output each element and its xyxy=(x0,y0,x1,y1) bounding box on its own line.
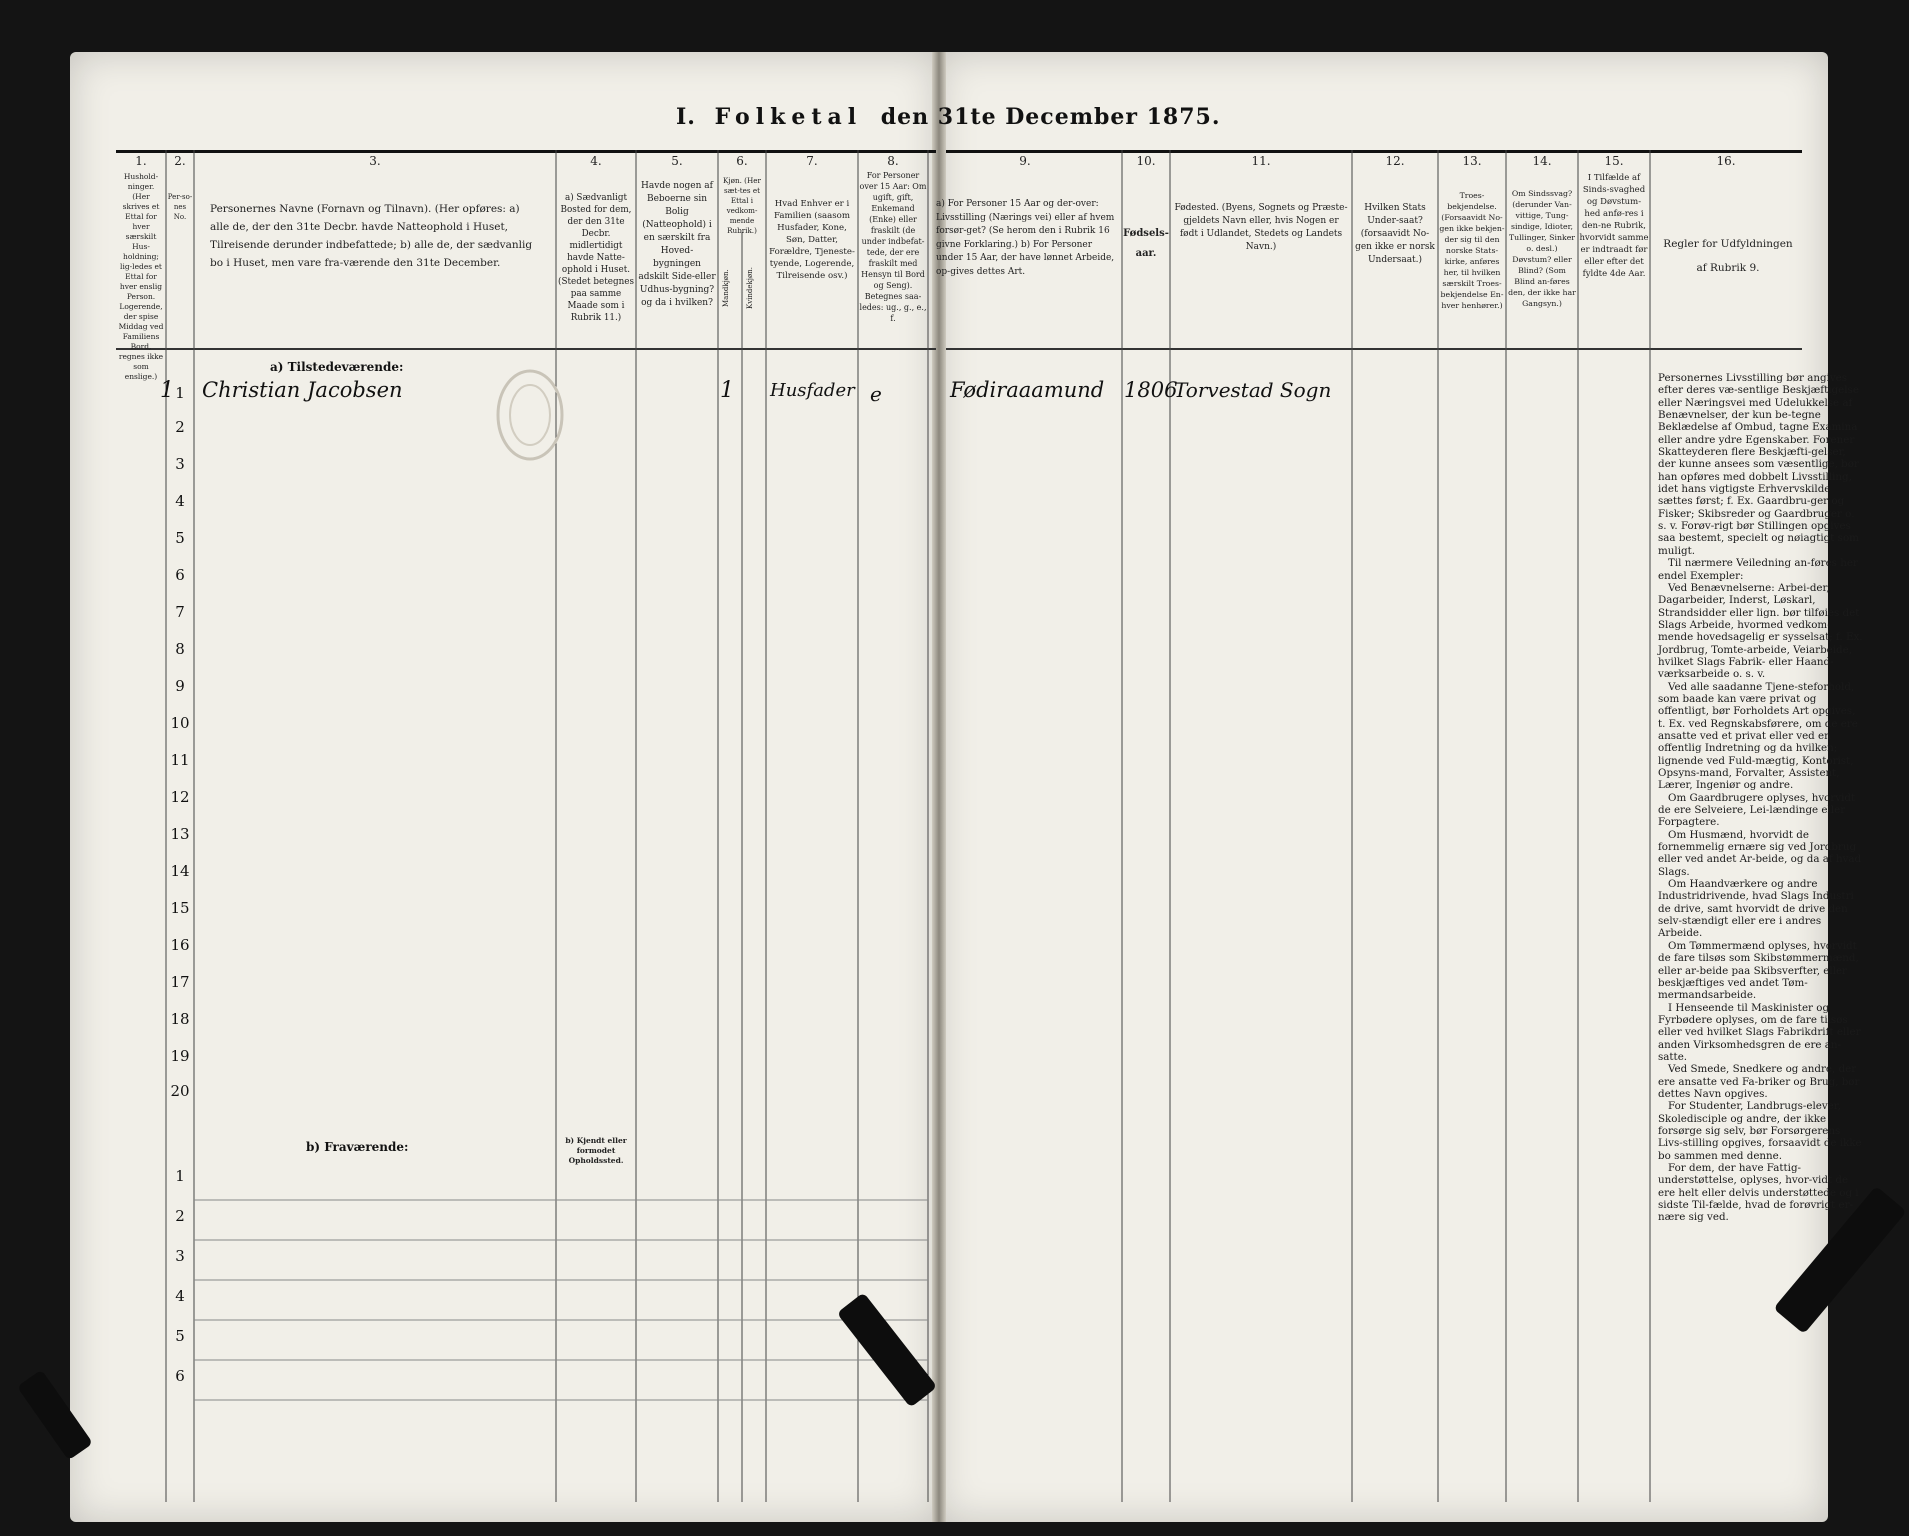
absent-row-number: 6 xyxy=(175,1367,185,1385)
col-num-15: 15. xyxy=(1604,154,1624,168)
col-header-1: Hushold-ninger. (Her skrives et Ettal for hver særskilt Hus-holdning; lig-ledes et Ettal for hver enslig Person. Logerende, der spise Middag ved Familiens Bord, regnes ikke som enslige.) xyxy=(118,172,164,381)
rules-paragraph: Om Husmænd, hvorvidt de fornemmelig ernære sig ved Jordbrug eller ved andet Ar-beide, og da af hvad Slags. xyxy=(1658,828,1862,878)
present-row-number: 12 xyxy=(170,788,190,806)
col-header-9: a) For Personer 15 Aar og der-over: Livsstilling (Nærings vei) eller af hvem forsør-get? (Se herom den i Rubrik 16 givne Forklaring.) b) For Personer under 15 Aar, der have lønnet Arbeide, op-gives dettes Art. xyxy=(936,199,1115,277)
entry-marital: e xyxy=(870,382,882,406)
col-num-11: 11. xyxy=(1251,154,1271,168)
title-roman: I. xyxy=(676,104,696,130)
col-num-5: 5. xyxy=(671,154,683,168)
col-header-11: Fødested. (Byens, Sognets og Præste-gjeldets Navn eller, hvis Nogen er født i Udlandet, Stedets og Landets Navn.) xyxy=(1174,203,1348,252)
section-absent: b) Fraværende: xyxy=(306,1140,409,1154)
present-row-number: 8 xyxy=(175,640,185,658)
entry-name: Christian Jacobsen xyxy=(202,378,403,402)
col-header-3: Personernes Navne (Fornavn og Tilnavn). (Her opføres: a) alle de, der den 31te Decbr. havde Natteophold i Huset, Tilreisende derunder indbefattede; b) alle de, der sædvanlig bo i Huset, men vare fra-værende den 31te December. xyxy=(210,203,533,269)
col-header-4: a) Sædvanligt Bosted for dem, der den 31te Decbr. midlertidigt havde Natte-ophold i Huset. (Stedet betegnes paa samme Maade som i Rubrik 11.) xyxy=(558,193,634,323)
entry-sex-male: 1 xyxy=(720,378,734,403)
absent-row-number: 3 xyxy=(175,1247,185,1265)
present-row-number: 7 xyxy=(175,603,185,621)
rules-paragraph: For Studenter, Landbrugs-elever, Skoledisciple og andre, der ikke forsørge sig selv, bør Forsørgerens Livs-stilling opgives, forsaavidt de ikke bo sammen med denne. xyxy=(1658,1100,1862,1162)
rules-paragraph: Ved Benævnelserne: Arbei-der, Dagarbeider, Inderst, Løskarl, Strandsidder eller lign. bør tilføies det Slags Arbeide, hvormed vedkom-mende hovedsagelig er sysselsat; f. Ex. Jordbrug, Tomte-arbeide, Veiarbeide, hvilket Slags Fabrik- eller Haand-værksarbeide o. s. v. xyxy=(1658,581,1863,681)
rules-paragraph: Ved alle saadanne Tjene-steforhold, som baade kan være privat og offentligt, bør Forholdets Art opgives, t. Ex. ved Regnskabsførere, om de ere ansatte ved et privat eller ved en offentlig Indretning og da hvilken; lignende ved Fuld-mægtig, Kontorist, Opsyns-mand, Forvalter, Assistent, Lærer, Ingeniør og andre. xyxy=(1658,680,1858,792)
col-header-15: I Tilfælde af Sinds-svaghed og Døvstum-hed anfø-res i den-ne Rubrik, hvorvidt samme er indtraadt før eller efter det fyldte 4de Aar. xyxy=(1579,173,1649,279)
present-row-number: 14 xyxy=(170,862,190,880)
entry-occupation: Fødiraaamund xyxy=(950,378,1105,402)
faded-seal-stamp xyxy=(490,360,570,470)
col6-sub-male: Mandkjøn. xyxy=(722,269,730,307)
present-row-number: 13 xyxy=(170,825,190,843)
col-num-13: 13. xyxy=(1462,154,1482,168)
present-row-number: 9 xyxy=(175,677,185,695)
present-row-number: 18 xyxy=(170,1010,190,1028)
col-num-8: 8. xyxy=(887,154,899,168)
col-header-16: Regler for Udfyldningen af Rubrik 9. xyxy=(1663,238,1793,274)
present-row-number: 15 xyxy=(170,899,190,917)
col-num-10: 10. xyxy=(1136,154,1156,168)
entry-birthplace: Torvestad Sogn xyxy=(1174,378,1332,402)
col-num-7: 7. xyxy=(806,154,818,168)
absent-row-number: 2 xyxy=(175,1207,185,1225)
present-row-number: 11 xyxy=(170,751,190,769)
col-header-6: Kjøn. (Her sæt-tes et Ettal i vedkom-mende Rubrik.) xyxy=(723,176,761,235)
absent-row-number: 5 xyxy=(175,1327,185,1345)
col-num-14: 14. xyxy=(1532,154,1552,168)
present-row-number: 5 xyxy=(175,529,185,547)
rules-paragraph: Om Haandværkere og andre Industridrivende, hvad Slags Industri de drive, samt hvorvidt de drive den selv-stændigt eller ere i andres Arbeide. xyxy=(1658,878,1854,940)
rules-paragraph: Om Tømmermænd oplyses, hvorvidt de fare tilsøs som Skibstømmermænd, eller ar-beide paa Skibsverfter, eller beskjæftiges ved andet Tøm-mermandsarbeide. xyxy=(1658,939,1859,1002)
col-num-4: 4. xyxy=(590,154,602,168)
section-absent-col4: b) Kjendt eller formodet Opholdssted. xyxy=(565,1136,627,1165)
present-row-number: 20 xyxy=(170,1082,190,1100)
col-num-6: 6. xyxy=(736,154,748,168)
col-header-10: Fødsels-aar. xyxy=(1123,228,1169,259)
col-header-14: Om Sindssvag? (derunder Van-vittige, Tung-sindige, Idioter, Tullinger, Sinker o. desl.) Døvstum? eller Blind? (Som Blind an-føres den, der ikke har Gangsyn.) xyxy=(1508,189,1576,308)
present-row-number: 17 xyxy=(170,973,190,991)
col-num-12: 12. xyxy=(1385,154,1405,168)
entry-family-role: Husfader xyxy=(770,380,855,401)
rules-paragraph: Ved Smede, Snedkere og andre, der ere ansatte ved Fa-briker og Brug, bør dettes Navn opgives. xyxy=(1658,1063,1860,1100)
present-row-number: 6 xyxy=(175,566,185,584)
title-date: den 31te December 1875. xyxy=(880,104,1221,130)
rules-paragraph: For dem, der have Fattig-understøttelse, oplyses, hvor-vidt de ere helt eller delvis understøttede og i sidste Til-fælde, hvad de forøvrigt er-nære sig ved. xyxy=(1658,1162,1859,1224)
col-num-1: 1. xyxy=(135,154,147,168)
rules-text xyxy=(1658,372,1863,1224)
present-row-number: 16 xyxy=(170,936,190,954)
col-header-7: Hvad Enhver er i Familien (saasom Husfader, Kone, Søn, Datter, Forældre, Tjeneste-tyende, Logerende, Tilreisende osv.) xyxy=(769,199,855,281)
present-row-number: 1 xyxy=(175,384,185,402)
title-word: Folketal xyxy=(714,104,863,130)
rules-paragraph: Om Gaardbrugere oplyses, hvorvidt de ere Selveiere, Lei-lændinge eller Forpagtere. xyxy=(1658,791,1856,829)
rules-paragraph: Til nærmere Veiledning an-føres her endel Exempler: xyxy=(1658,557,1858,582)
present-row-number: 19 xyxy=(170,1047,190,1065)
col-num-3: 3. xyxy=(369,154,381,168)
census-spread xyxy=(70,52,1863,1522)
present-row-number: 4 xyxy=(175,492,185,510)
col-header-8: For Personer over 15 Aar: Om ugift, gift, Enkemand (Enke) eller fraskilt (de under indbefat-tede, der ere fraskilt med Hensyn til Bord og Seng). Betegnes saa-ledes: ug., g., e., f. xyxy=(859,171,927,323)
rules-paragraph: Personernes Livsstilling bør angives efter deres væ-sentlige Beskjæftigelse eller Næringsvei med Udelukkelse af Benævnelser, der kun be-tegne Beklædelse af Ombud, tagne Examina eller andre ydre Egenskaber. Forener Skatteyderen flere Beskjæfti-gelser, der kunne ansees som væsentlige, bør han opføres med dobbelt Livsstilling, idet hans vigtigste Erhvervskilde sættes først; f. Ex. Gaardbru-ger og Fisker; Skibsreder og Gaardbruger o. s. v. Forøv-rigt bør Stillingen opgives saa bestemt, specielt og nøiagtigt som muligt. xyxy=(1658,372,1859,557)
col-header-13: Troes-bekjendelse. (Forsaavidt No-gen ikke bekjen-der sig til den norske Stats-kirke, anføres her, til hvilken særskilt Troes-bekjendelse En-hver henhører.) xyxy=(1439,191,1505,310)
entry-household: 1 xyxy=(160,378,174,403)
col-header-5: Havde nogen af Beboerne sin Bolig (Natteophold) i en særskilt fra Hoved-bygningen adskilt Side-eller Udhus-bygning? og da i hvilken? xyxy=(638,181,716,308)
rules-paragraph: I Henseende til Maskinister og Fyrbødere oplyses, om de fare tilsøs eller ved hvilket Slags Fabrikdrift eller anden Virksomhedsgren de ere an-satte. xyxy=(1658,1001,1861,1063)
col-num-16: 16. xyxy=(1716,154,1736,168)
present-row-number: 3 xyxy=(175,455,185,473)
present-row-number: 2 xyxy=(175,418,185,436)
absent-row-number: 4 xyxy=(175,1287,185,1305)
col-header-2: Per-so-nes No. xyxy=(167,193,193,221)
col-num-2: 2. xyxy=(174,154,186,168)
col-num-9: 9. xyxy=(1019,154,1031,168)
entry-birth-year: 1806 xyxy=(1124,378,1178,402)
absent-row-number: 1 xyxy=(175,1167,185,1185)
col6-sub-female: Kvindekjøn. xyxy=(746,267,754,309)
present-row-number: 10 xyxy=(170,714,190,732)
col-header-12: Hvilken Stats Under-saat? (forsaavidt No-gen ikke er norsk Undersaat.) xyxy=(1355,203,1435,265)
section-present: a) Tilstedeværende: xyxy=(270,360,404,374)
